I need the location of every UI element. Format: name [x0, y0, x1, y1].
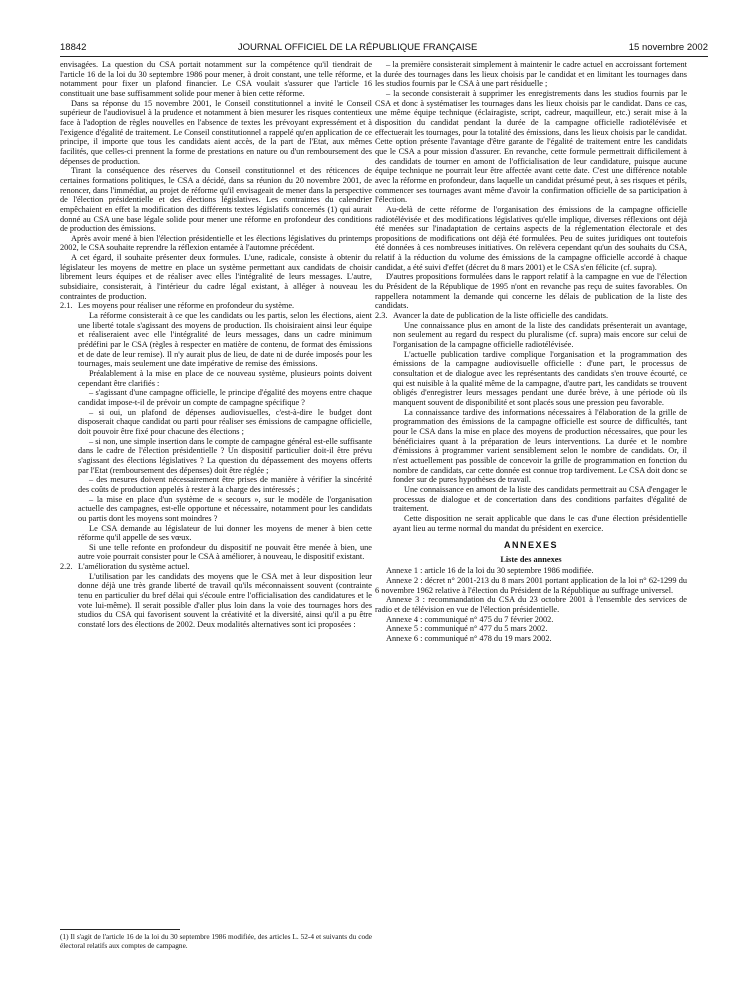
paragraph: L'utilisation par les candidats des moyens que le CSA met à leur disposition leur donne déjà une très grande liberté de travail qu'ils méconnaissent souvent (contrainte tenu en particulier du bref délai qui s'écoule entre l'officialisation des candidatures et le vote lui-même). Il serait possible d'aller plus loin dans la voie des tournages hors des studios du CSA qui favorisent souvent la créativité et la diversité, ainsi qu'il a pu être constaté lors des élections de 2002. Deux modalités alternatives sont ici proposées : — [78, 571, 372, 630]
section-number: 2.1. — [60, 301, 73, 311]
list-item: – des mesures doivent nécessairement être prises de manière à vérifier la sincérité des coûts de production appelés à rester à la charge des intéressés ; — [78, 475, 372, 494]
paragraph: Préalablement à la mise en place de ce nouveau système, plusieurs points doivent cependant être clarifiés : — [78, 369, 372, 388]
header-rule — [60, 56, 708, 57]
footnote: (1) Il s'agit de l'article 16 de la loi du 30 septembre 1986 modifiée, des articles L. 52-4 et suivants du code électoral relatifs aux comptes de campagne. — [60, 932, 372, 950]
page-header — [60, 40, 708, 54]
list-item: – si non, une simple insertion dans le compte de campagne général est-elle suffisante dans le cadre de l'élection présidentielle ? Un dispositif particulier doit-il être prévu s'agissant des élections législatives ? La question du dépassement des moyens offerts par l'Etat (remboursement des dépenses) doit être réglée ; — [78, 436, 372, 475]
section-body-2-1 — [78, 311, 372, 562]
paragraph: Cette disposition ne serait applicable que dans le cas d'une élection présidentielle ayant lieu au terme normal du mandat du président en exercice. — [393, 513, 687, 533]
list-item: – la première consisterait simplement à maintenir le cadre actuel en accroissant fortement la durée des tournages dans les lieux choisis par le candidat et en limitant les tournages dans les studios fournis par le CSA à une part résiduelle ; — [375, 60, 687, 89]
annexes-heading: ANNEXES — [503, 540, 558, 551]
section-heading-2-2 — [60, 562, 372, 572]
section-title: L'amélioration du système actuel. — [78, 562, 190, 572]
list-item: – s'agissant d'une campagne officielle, le principe d'égalité des moyens entre chaque candidat impose-t-il de prévoir un compte de campagne spécifique ? — [78, 388, 372, 407]
right-column — [375, 60, 687, 644]
left-column — [60, 60, 372, 630]
footnote-rule — [60, 929, 180, 930]
page-number: 18842 — [60, 41, 87, 53]
annex-item: Annexe 2 : décret n° 2001-213 du 8 mars 2001 portant application de la loi n° 62-1299 du 6 novembre 1962 relative à l'élection du Président de la République au suffrage universel. — [375, 576, 687, 595]
section-number: 2.3. — [375, 311, 388, 321]
paragraph: Au-delà de cette réforme de l'organisation des émissions de la campagne officielle radiotélévisée et des modifications législatives qu'elle implique, diverses réflexions ont déjà été menées sur l'inadaptation de certains aspects de la réglementation électorale et des propositions de modifications ont déjà été formulées. Peu de suites juridiques ont toutefois été données à ces nombreuses initiatives. On relèvera cependant qu'un des souhaits du CSA, relatif à la réduction du volume des émissions de la campagne officielle accordé à chaque candidat, a été suivi d'effet (décret du 8 mars 2001) et le CSA s'en félicite (cf. supra). — [375, 204, 687, 272]
annex-item: Annexe 5 : communiqué n° 477 du 5 mars 2002. — [386, 624, 548, 634]
section-body-2-2 — [78, 572, 372, 630]
paragraph: A cet égard, il souhaite présenter deux formules. L'une, radicale, consiste à obtenir du législateur les moyens de mettre en place un système permettant aux candidats de choisir librement leurs équipes et de réaliser avec elles l'intégralité de leurs messages. L'autre, subsidiaire, consisterait, à l'intérieur du cadre légal existant, à alléger à nouveau les contraintes de production. — [60, 253, 372, 301]
list-item: – la mise en place d'un système de « secours », sur le modèle de l'organisation actuelle des campagnes, est-elle opportune et nécessaire, notamment pour les candidats ou partis dont les moyens sont moindres ? — [78, 494, 372, 523]
paragraph: Une connaissance en amont de la liste des candidats permettrait au CSA d'engager le processus de dialogue et de concertation dans des conditions parfaites d'égalité de traitement. — [393, 484, 687, 514]
paragraph: Le CSA demande au législateur de lui donner les moyens de mener à bien cette réforme qu'il appelle de ses vœux. — [78, 523, 372, 543]
section-number: 2.2. — [60, 562, 73, 572]
section-heading-2-1 — [60, 301, 372, 311]
journal-title: JOURNAL OFFICIEL DE LA RÉPUBLIQUE FRANÇAISE — [237, 41, 478, 53]
paragraph: La connaissance tardive des informations nécessaires à l'élaboration de la grille de programmation des émissions de la campagne officielle est source de difficultés, tant pour le CSA dans la mise en place des moyens de production nécessaires, que pour les bénéficiaires quant à la préparation de leurs interventions. La durée et le nombre d'émissions à programmer varient sensiblement selon le nombre de candidats. Or, il n'est actuellement pas possible de concevoir la grille de programmation en fonction du nombre de candidats, car cette donnée est connue trop tardivement. Le CSA doit donc se fonder sur de pures hypothèses de travail. — [393, 407, 687, 485]
annex-item: Annexe 3 : recommandation du CSA du 23 octobre 2001 à l'ensemble des services de radio et de télévision en vue de l'élection présidentielle. — [375, 595, 687, 615]
annex-item: Annexe 4 : communiqué n° 475 du 7 février 2002. — [386, 614, 554, 624]
paragraph: Si une telle refonte en profondeur du dispositif ne pouvait être menée à bien, une autre voie pourrait consister pour le CSA à améliorer, à nouveau, le dispositif existant. — [78, 542, 372, 562]
paragraph: L'actuelle publication tardive complique l'organisation et la programmation des émissions de la campagne audiovisuelle officielle : d'une part, le processus de consultation et de dialogue avec les représentants des candidats s'en trouve écourté, ce qui est nuisible à la qualité même de la campagne, d'autre part, les candidats se trouvent obligés d'enregistrer leurs messages pendant une durée brève, à une période où ils manquent souvent de disponibilité et sont placés sous une pression peu favorable. — [393, 349, 687, 407]
annexes-subheading: Liste des annexes — [500, 554, 562, 564]
issue-date: 15 novembre 2002 — [628, 41, 708, 53]
list-item: – si oui, un plafond de dépenses audiovisuelles, c'est-à-dire le budget dont disposerait chaque candidat ou parti pour réaliser ses émissions de campagne officielle, doit pouvoir être fixé pour chacune des élections ; — [78, 407, 372, 436]
paragraph: Une connaissance plus en amont de la liste des candidats présenterait un avantage, non seulement au regard du respect du pluralisme (cf. supra) mais encore sur celui de l'organisation de la campagne officielle radiotélévisée. — [393, 320, 687, 350]
section-body-2-3 — [393, 321, 687, 533]
annex-item: Annexe 6 : communiqué n° 478 du 19 mars 2002. — [386, 634, 552, 644]
section-title: Les moyens pour réaliser une réforme en profondeur du système. — [78, 301, 295, 311]
annex-item: Annexe 1 : article 16 de la loi du 30 septembre 1986 modifiée. — [386, 566, 594, 576]
section-heading-2-3 — [375, 311, 687, 321]
paragraph: La réforme consisterait à ce que les candidats ou les partis, selon les élections, aient une liberté totale s'agissant des moyens de production. Ils choisiraient ainsi leur équipe et réaliseraient avec elle l'intégralité de leurs messages, dans un cadre minimum prédéfini par le CSA (règles à respecter en matière de contenu, de format des émissions et de date de leur remise). Il n'y aurait plus de lieu, de date ni de durée imposés pour les tournages, mais seulement une date impérative de remise des émissions. — [78, 311, 372, 369]
section-title: Avancer la date de publication de la liste officielle des candidats. — [393, 311, 609, 321]
paragraph: Dans sa réponse du 15 novembre 2001, le Conseil constitutionnel a invité le Conseil supérieur de l'audiovisuel à la prudence et notamment à bien mesurer les risques contentieux face à l'adoption de règles nouvelles en l'absence de textes les prévoyant expressément et à l'exigence d'égalité de traitement. Le Conseil constitutionnel a rappelé qu'en application de ce principe, il importe que tous les candidats aient accès, de la part de l'Etat, aux mêmes facilités, que celles-ci prennent la forme de prestations en nature ou d'un remboursement des dépenses de production. — [60, 98, 372, 166]
paragraph: envisagées. La question du CSA portait notamment sur la compétence qu'il tiendrait de l'article 16 de la loi du 30 septembre 1986 pour mener, à droit constant, une telle réforme, et notamment pour fixer un plafond financier. Le CSA voulait s'assurer que l'article 16 constituait une base suffisamment solide pour mener à bien cette réforme. — [60, 60, 372, 98]
paragraph: Tirant la conséquence des réserves du Conseil constitutionnel et des réticences de certaines formations politiques, le CSA a décidé, dans sa réunion du 20 novembre 2001, de renoncer, dans l'immédiat, au projet de réforme qu'il envisageait de mener dans la perspective de l'élection présidentielle et des élections législatives. Les contraintes du calendrier empêchaient en effet la modification des différents textes législatifs concernés (1) qui aurait donné au CSA une base légale solide pour mener une réforme en profondeur des conditions de production des émissions. — [60, 166, 372, 234]
paragraph: Après avoir mené à bien l'élection présidentielle et les élections législatives du printemps 2002, le CSA souhaite reprendre la réflexion entamée à l'automne précédent. — [60, 233, 372, 253]
list-item: – la seconde consisterait à supprimer les enregistrements dans les studios fournis par le CSA et donc à systématiser les tournages dans les lieux choisis par le candidat. Dans ce cas, une même équipe technique (éclairagiste, script, cadreur, maquilleur, etc.) serait mise à la disposition du candidat pendant la durée de la campagne officielle radiotélévisée et effectuerait les tournages, pour la totalité des émissions, dans les lieux choisis par le candidat. Cette option présente l'avantage d'être garante de l'égalité de traitement entre les candidats que le CSA a pour mission d'assurer. En revanche, cette formule permettrait difficilement à des candidats de tourner en amont de l'officialisation de leur candidature, puisque aucune équipe technique ne pourrait leur être affectée avant cette date. C'est une différence notable avec la réforme en profondeur, dans laquelle un candidat présumé peut, à ses risques et périls, commencer ses tournages avant même d'avoir la confirmation officielle de sa participation à l'élection. — [375, 88, 687, 205]
paragraph: D'autres propositions formulées dans le rapport relatif à la campagne en vue de l'élection du Président de la République de 1995 n'ont en revanche pas reçu de suites favorables. On rappellera notamment la demande qui concerne les délais de publication de la liste des candidats. — [375, 272, 687, 311]
